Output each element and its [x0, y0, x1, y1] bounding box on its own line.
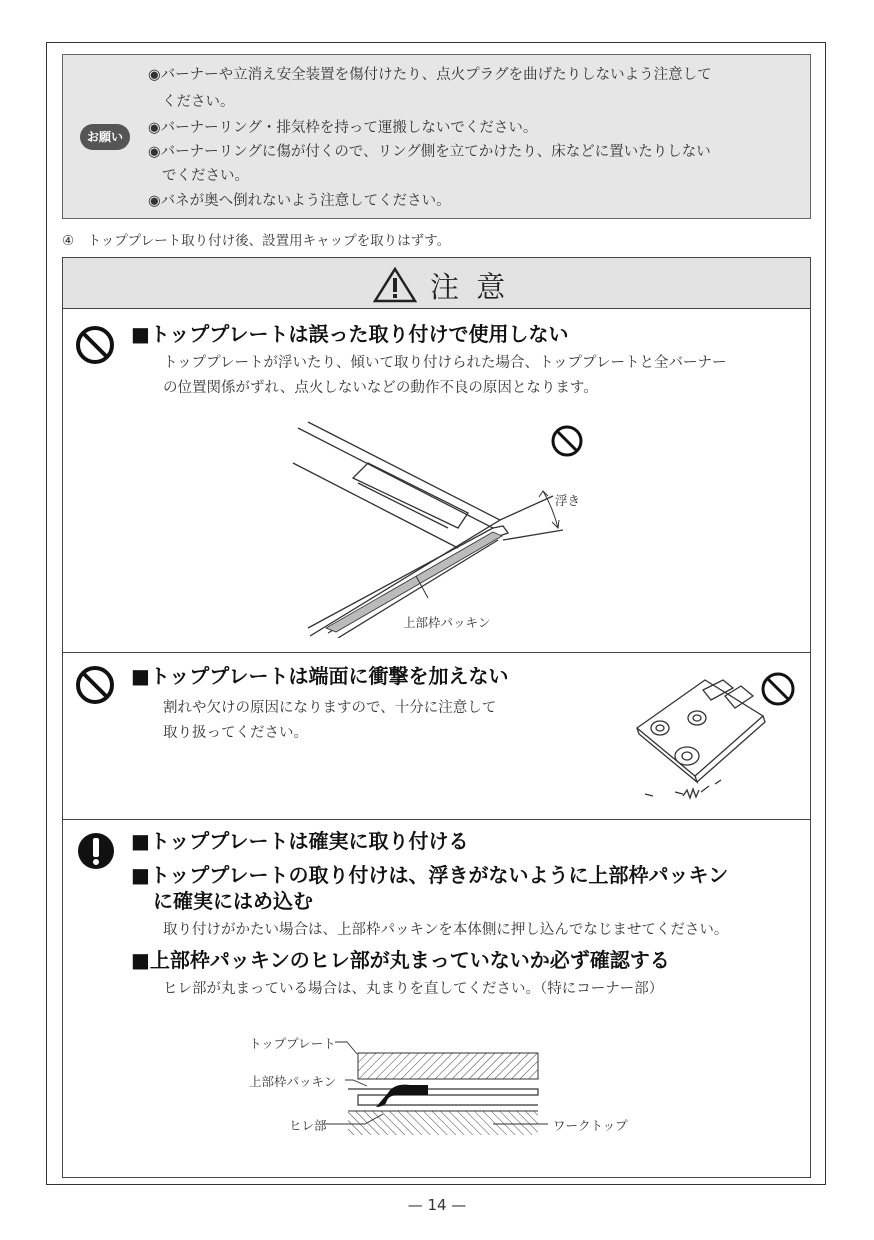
section2-heading: ■トッププレートは端面に衝撃を加えない — [131, 664, 509, 688]
gasket-label: 上部枠パッキン — [249, 1074, 337, 1089]
notice-line: ください。 — [162, 94, 235, 110]
topplate-label: トッププレート — [249, 1036, 336, 1051]
section3-text: ヒレ部が丸まっている場合は、丸まりを直してください。（特にコーナー部） — [163, 981, 664, 997]
mandatory-icon — [77, 831, 115, 871]
section3-text: 取り付けがかたい場合は、上部枠パッキンを本体側に押し込んでなじませてください。 — [163, 922, 729, 938]
prohibition-icon — [75, 665, 115, 705]
caution-title: 注 意 — [430, 270, 510, 304]
lift-label: 浮き — [555, 493, 581, 508]
notice-line: ◉バーナーリングに傷が付くので、リング側を立てかけたり、床などに置いたりしない — [148, 144, 711, 160]
prohibition-icon — [550, 424, 584, 458]
notice-line: でください。 — [162, 168, 249, 184]
section3-heading: ■上部枠パッキンのヒレ部が丸まっていないか必ず確認する — [131, 948, 670, 972]
step-4: ④ トッププレート取り付け後、設置用キャップを取りはずす。 — [62, 233, 451, 249]
caution-box — [62, 257, 811, 1178]
section1-text: の位置関係がずれ、点火しないなどの動作不良の原因となります。 — [163, 380, 598, 396]
worktop-label: ワークトップ — [553, 1118, 628, 1133]
section-divider — [63, 819, 810, 820]
section3-heading: に確実にはめ込む — [153, 889, 313, 913]
section2-text: 割れや欠けの原因になりますので、十分に注意して — [163, 700, 497, 716]
onegai-badge: お願い — [80, 124, 130, 150]
caution-header — [63, 258, 810, 309]
page-number: — 14 — — [407, 1196, 467, 1214]
section-divider — [63, 652, 810, 653]
topplate-impact-illustration — [635, 676, 775, 808]
section1-heading: ■トッププレートは誤った取り付けで使用しない — [131, 322, 569, 346]
section3-heading: ■トッププレートの取り付けは、浮きがないように上部枠パッキン — [131, 863, 729, 887]
prohibition-icon — [760, 671, 796, 707]
section2-text: 取り扱ってください。 — [163, 725, 308, 741]
fin-label: ヒレ部 — [289, 1118, 327, 1133]
section3-heading: ■トッププレートは確実に取り付ける — [131, 829, 469, 853]
notice-line: ◉バーナーリング・排気枠を持って運搬しないでください。 — [148, 120, 538, 136]
notice-line: ◉バーナーや立消え安全装置を傷付けたり、点火プラグを曲げたりしないよう注意して — [148, 67, 712, 83]
warning-triangle-icon — [373, 267, 417, 303]
notice-line: ◉バネが奥へ倒れないよう注意してください。 — [148, 193, 451, 209]
gasket-label: 上部枠パッキン — [403, 615, 491, 630]
section1-text: トッププレートが浮いたり、傾いて取り付けられた場合、トッププレートと全バーナー — [163, 355, 727, 371]
prohibition-icon — [75, 325, 115, 365]
